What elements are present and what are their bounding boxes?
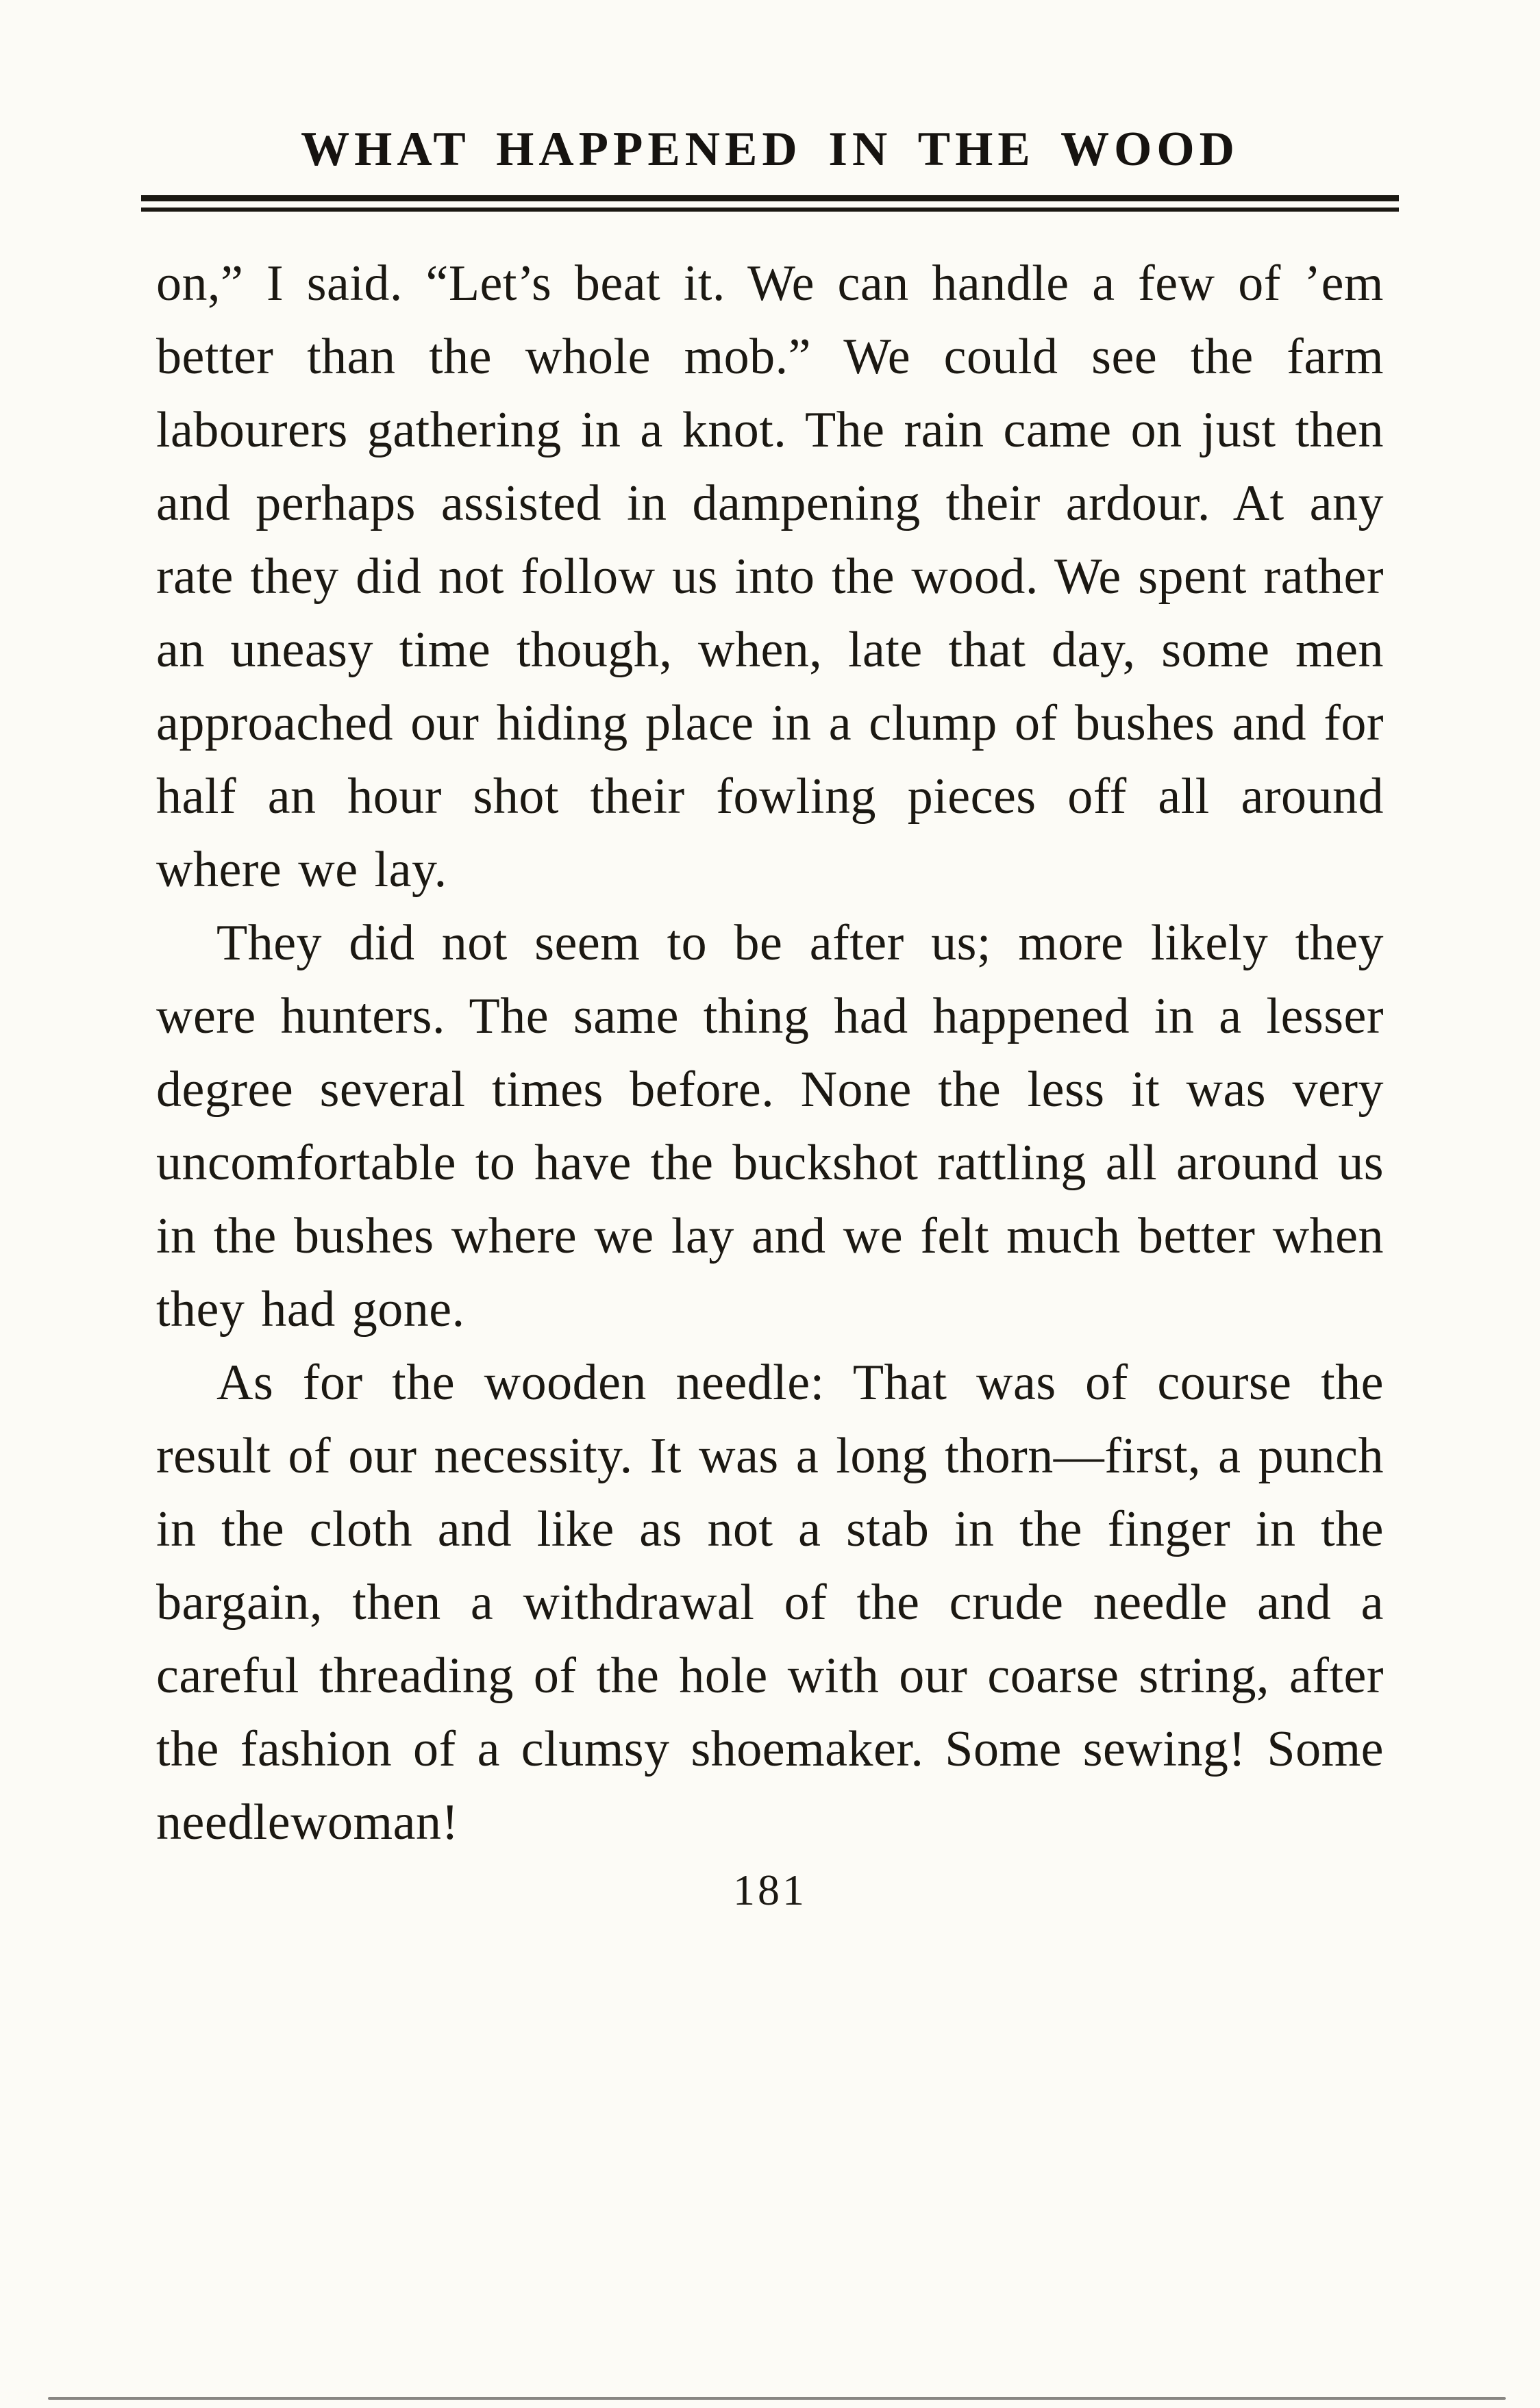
- rule-top-line: [141, 195, 1399, 201]
- body-text: [156, 247, 1384, 1859]
- scan-edge-artifact: [48, 2397, 1506, 2400]
- rule-bottom-line: [141, 208, 1399, 212]
- paragraph-3: As for the wooden needle: That was of course the result of our necessity. It was a long thorn—first, a punch in the cloth and like as not a stab in the finger in the bargain, then a withdrawal of the crude needle and a careful threading of the hole with our coarse string, after the fashion of a clumsy shoemaker. Some sewing! Some needlewoman!: [156, 1355, 1384, 1851]
- double-rule: [141, 195, 1399, 212]
- paragraph-1: on,” I said. “Let’s beat it. We can handle a few of ’em better than the whole mob.” We could see the farm labourers gathering in a knot. The rain came on just then and perhaps assisted in dampening their ardour. At any rate they did not follow us into the wood. We spent rather an uneasy time though, when, late that day, some men approached our hiding place in a clump of bushes and for half an hour shot their fowling pieces off all around where we lay.: [156, 255, 1384, 898]
- paragraph-2: They did not seem to be after us; more likely they were hunters. The same thing had happened in a lesser degree several times before. None the less it was very uncomfortable to have the buckshot rattling all around us in the bushes where we lay and we felt much better when they had gone.: [156, 915, 1384, 1338]
- running-head: WHAT HAPPENED IN THE WOOD: [301, 123, 1239, 176]
- page-number: 181: [733, 1866, 807, 1914]
